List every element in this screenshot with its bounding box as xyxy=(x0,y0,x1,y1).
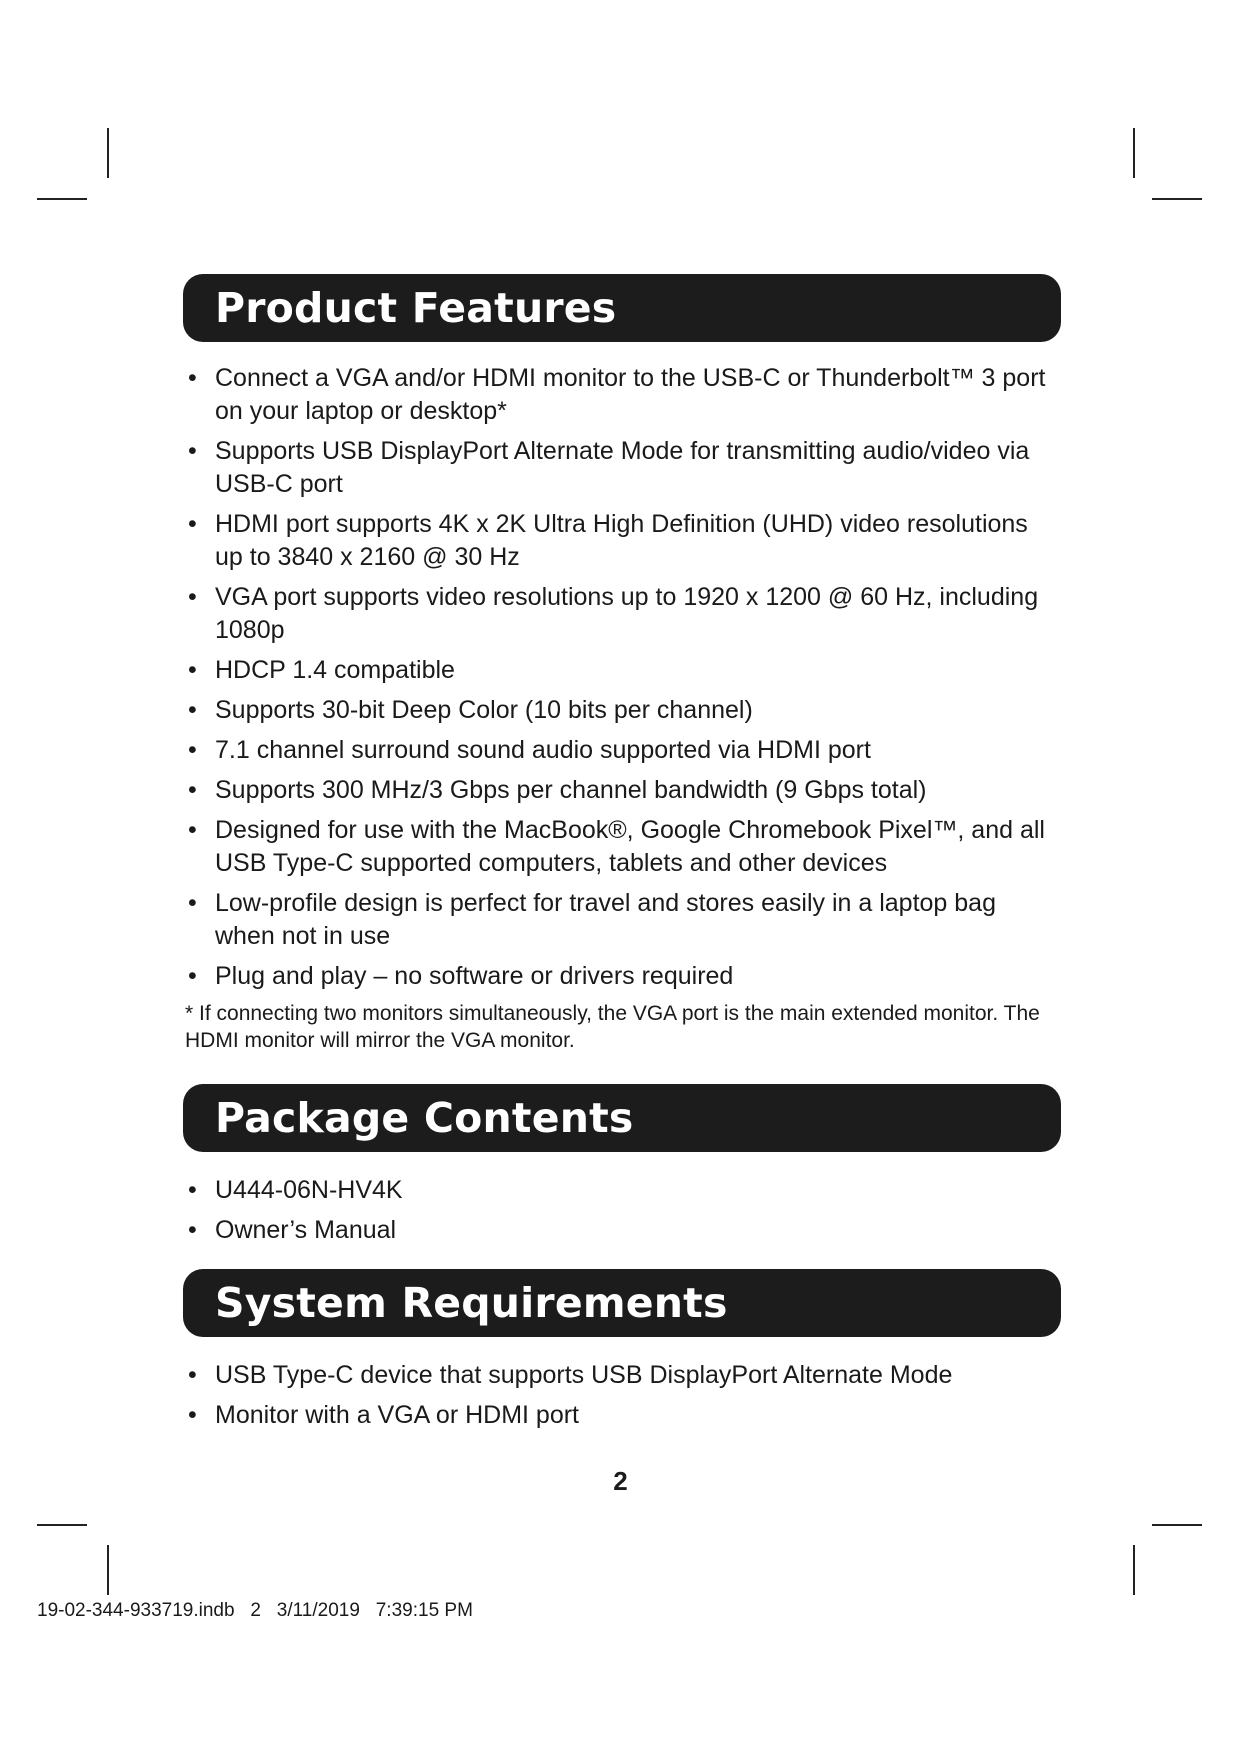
list-item: • Plug and play – no software or drivers required xyxy=(183,960,1061,993)
crop-mark-bottom-left-horizontal xyxy=(37,1524,87,1526)
crop-mark-top-right-horizontal xyxy=(1152,198,1202,200)
list-item: • Connect a VGA and/or HDMI monitor to the USB-C or Thunderbolt™ 3 port on your laptop or desktop* xyxy=(183,362,1061,428)
list-item: • HDMI port supports 4K x 2K Ultra High Definition (UHD) video resolutions up to 3840 x 2160 @ 30 Hz xyxy=(183,508,1061,574)
list-item: • Supports USB DisplayPort Alternate Mode for transmitting audio/video via USB-C port xyxy=(183,435,1061,501)
list-item: • Designed for use with the MacBook®, Google Chromebook Pixel™, and all USB Type-C supported computers, tablets and other devices xyxy=(183,814,1061,880)
list-item: • USB Type-C device that supports USB DisplayPort Alternate Mode xyxy=(183,1359,1061,1392)
list-item: • Supports 30-bit Deep Color (10 bits per channel) xyxy=(183,694,1061,727)
list-item: • VGA port supports video resolutions up to 1920 x 1200 @ 60 Hz, including 1080p xyxy=(183,581,1061,647)
print-slug: 19-02-344-933719.indb 2 3/11/2019 7:39:15 PM xyxy=(37,1600,473,1621)
crop-mark-top-left-vertical xyxy=(107,128,109,178)
system-requirements-heading: System Requirements xyxy=(183,1269,1061,1337)
crop-mark-top-right-vertical xyxy=(1133,128,1135,178)
list-item: • Owner’s Manual xyxy=(183,1214,1061,1247)
package-contents-list xyxy=(183,1174,1061,1247)
list-item: • Low-profile design is perfect for travel and stores easily in a laptop bag when not in use xyxy=(183,887,1061,953)
crop-mark-bottom-right-vertical xyxy=(1133,1545,1135,1595)
crop-mark-bottom-right-horizontal xyxy=(1152,1524,1202,1526)
list-item: • U444-06N-HV4K xyxy=(183,1174,1061,1207)
system-requirements-list xyxy=(183,1359,1061,1432)
crop-mark-top-left-horizontal xyxy=(37,198,87,200)
manual-page-content xyxy=(183,274,1061,1439)
features-footnote: * If connecting two monitors simultaneously, the VGA port is the main extended monitor. The HDMI monitor will mirror the VGA monitor. xyxy=(185,1002,1040,1052)
package-contents-heading: Package Contents xyxy=(183,1084,1061,1152)
list-item: • HDCP 1.4 compatible xyxy=(183,654,1061,687)
list-item: • Monitor with a VGA or HDMI port xyxy=(183,1399,1061,1432)
product-features-heading: Product Features xyxy=(183,274,1061,342)
product-features-list xyxy=(183,362,1061,993)
crop-mark-bottom-left-vertical xyxy=(107,1545,109,1595)
list-item: • Supports 300 MHz/3 Gbps per channel bandwidth (9 Gbps total) xyxy=(183,774,1061,807)
page-number: 2 xyxy=(613,1466,628,1496)
list-item: • 7.1 channel surround sound audio supported via HDMI port xyxy=(183,734,1061,767)
